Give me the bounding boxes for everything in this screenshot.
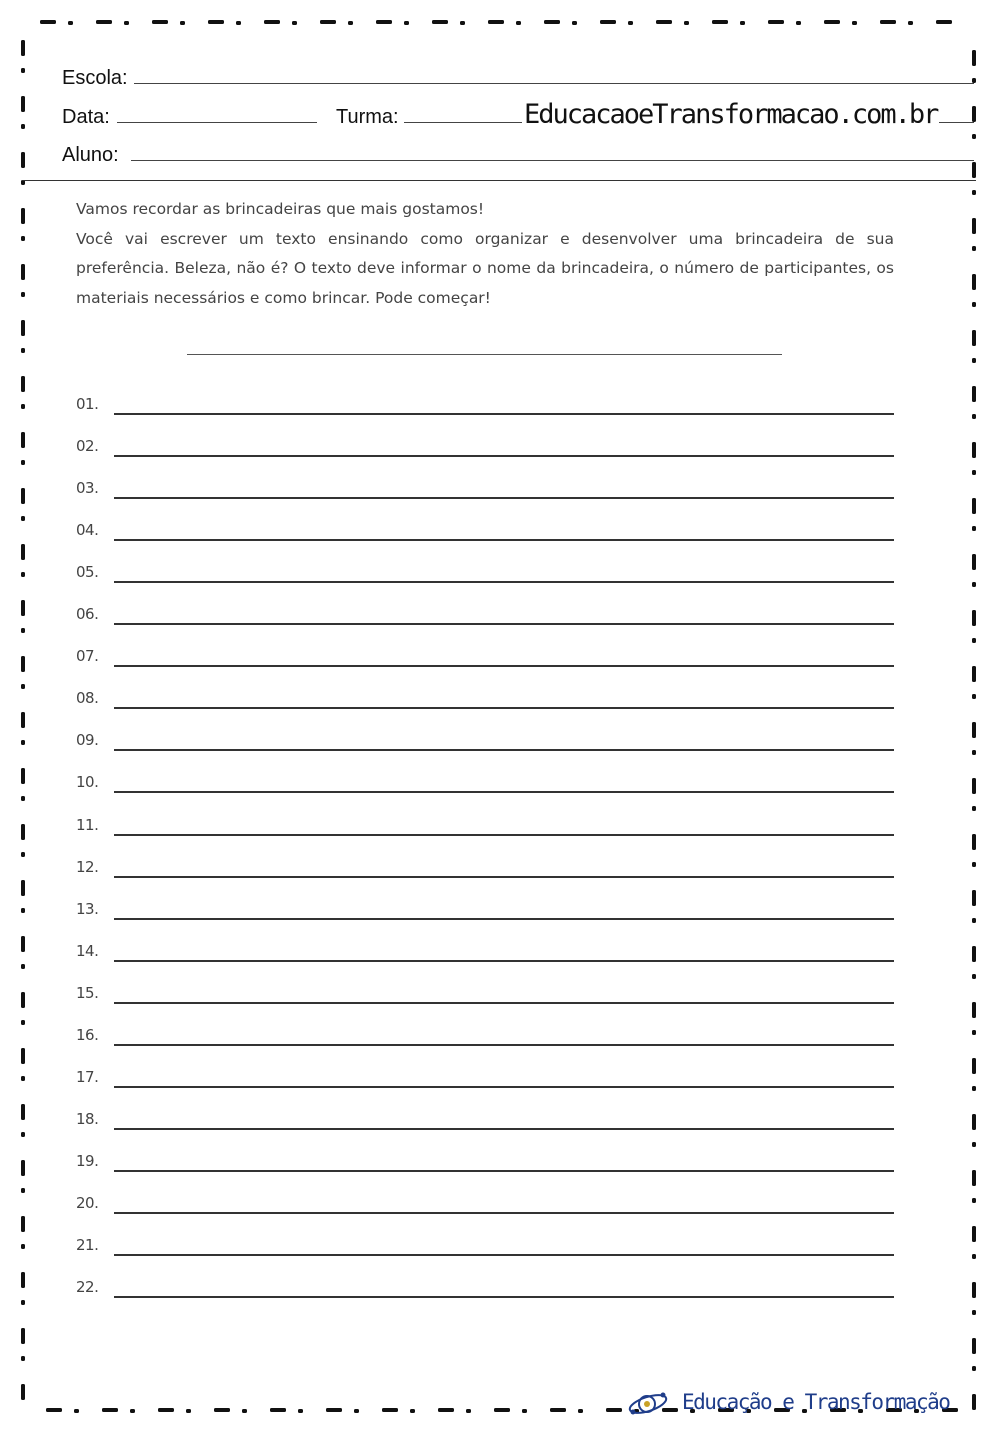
border-dash — [972, 218, 976, 234]
border-dash — [102, 1408, 118, 1412]
border-dash — [684, 21, 689, 25]
border-dash — [410, 1409, 415, 1413]
line-number: 08. — [76, 689, 99, 708]
border-dash — [628, 21, 633, 25]
border-dash — [21, 796, 25, 801]
border-dash — [432, 20, 448, 24]
line-number: 20. — [76, 1193, 99, 1212]
instructions — [76, 195, 894, 313]
border-dash — [21, 964, 25, 969]
border-dash — [21, 348, 25, 353]
writing-line[interactable] — [114, 1086, 894, 1088]
border-dash — [21, 656, 25, 672]
border-dash — [21, 684, 25, 689]
border-dash — [21, 1244, 25, 1249]
border-dash — [972, 442, 976, 458]
border-dash — [972, 722, 976, 738]
writing-line-row — [76, 1146, 894, 1170]
border-dash — [242, 1409, 247, 1413]
writing-line-row — [76, 473, 894, 497]
border-dash — [972, 1254, 976, 1259]
writing-line[interactable] — [114, 623, 894, 625]
border-dash — [488, 20, 504, 24]
title-line[interactable] — [187, 354, 782, 355]
line-number: 03. — [76, 479, 99, 498]
writing-line[interactable] — [114, 1254, 894, 1256]
border-dash — [21, 1216, 25, 1232]
border-dash — [824, 20, 840, 24]
border-dash — [320, 20, 336, 24]
border-dash — [972, 638, 976, 643]
writing-line-row — [76, 1020, 894, 1044]
border-dash — [880, 20, 896, 24]
writing-line[interactable] — [114, 455, 894, 457]
border-dash — [972, 1338, 976, 1354]
border-dash — [852, 21, 857, 25]
line-number: 18. — [76, 1109, 99, 1128]
border-dash — [972, 302, 976, 307]
border-dash — [404, 21, 409, 25]
border-dash — [972, 974, 976, 979]
writing-line[interactable] — [114, 1212, 894, 1214]
line-number: 10. — [76, 773, 99, 792]
writing-line[interactable] — [114, 581, 894, 583]
border-dash — [600, 20, 616, 24]
border-dash — [796, 21, 801, 25]
line-number: 16. — [76, 1025, 99, 1044]
border-dash — [460, 21, 465, 25]
border-dash — [972, 274, 976, 290]
line-number: 15. — [76, 983, 99, 1002]
border-dash — [21, 152, 25, 168]
writing-line-row — [76, 894, 894, 918]
border-dash — [972, 694, 976, 699]
border-dash — [972, 1366, 976, 1371]
border-dash — [348, 21, 353, 25]
border-dash — [908, 21, 913, 25]
border-dash — [21, 1328, 25, 1344]
planet-logo-icon — [628, 1385, 676, 1419]
writing-line-row — [76, 936, 894, 960]
writing-line-row — [76, 599, 894, 623]
writing-line[interactable] — [114, 497, 894, 499]
border-dash — [544, 20, 560, 24]
border-dash — [438, 1408, 454, 1412]
border-dash — [972, 946, 976, 962]
writing-line-row — [76, 431, 894, 455]
writing-line-row — [76, 725, 894, 749]
line-number: 21. — [76, 1236, 99, 1254]
border-dash — [21, 516, 25, 521]
border-dash — [68, 21, 73, 25]
writing-line-row — [76, 557, 894, 581]
border-dash — [21, 600, 25, 616]
border-dash — [96, 20, 112, 24]
border-dash — [298, 1409, 303, 1413]
border-dash — [21, 68, 25, 73]
border-dash — [606, 1408, 622, 1412]
student-label: Aluno: — [62, 144, 119, 166]
border-dash — [768, 20, 784, 24]
border-dash — [972, 750, 976, 755]
line-number: 04. — [76, 521, 99, 540]
writing-line-row — [76, 1188, 894, 1212]
student-field[interactable] — [131, 160, 974, 161]
border-dash — [972, 1198, 976, 1203]
border-dash — [21, 320, 25, 336]
border-dash — [21, 824, 25, 840]
border-dash — [972, 1002, 976, 1018]
border-dash — [972, 1282, 976, 1298]
border-dash — [972, 834, 976, 850]
border-dash — [740, 21, 745, 25]
border-dash — [354, 1409, 359, 1413]
border-dash — [21, 936, 25, 952]
writing-line-row — [76, 515, 894, 539]
brand-name: Educação e Transformação — [682, 1390, 950, 1414]
instruction-body: Você vai escrever um texto ensinando como organizar e desenvolver uma brincadeira de sua preferência. Beleza, não é? O texto deve informar o nome da brincadeira, o número de participantes, os materiais necessários e como brincar. Pode começar! — [76, 229, 894, 307]
border-dash — [972, 386, 976, 402]
border-dash — [972, 1394, 976, 1410]
border-dash — [972, 246, 976, 251]
writing-line[interactable] — [114, 791, 894, 793]
border-dash — [21, 992, 25, 1008]
border-dash — [21, 460, 25, 465]
border-dash — [152, 20, 168, 24]
border-dash — [21, 404, 25, 409]
border-dash — [21, 1300, 25, 1305]
border-dash — [972, 470, 976, 475]
border-dash — [972, 190, 976, 195]
border-dash — [326, 1408, 342, 1412]
header-separator — [22, 180, 976, 181]
border-dash — [936, 20, 952, 24]
border-dash — [578, 1409, 583, 1413]
school-field[interactable] — [134, 83, 974, 84]
border-dash — [21, 96, 25, 112]
border-dash — [264, 20, 280, 24]
line-number: 12. — [76, 857, 99, 876]
border-dash — [21, 1272, 25, 1288]
writing-line[interactable] — [114, 834, 894, 836]
border-dash — [21, 740, 25, 745]
writing-line[interactable] — [114, 749, 894, 751]
border-dash — [494, 1408, 510, 1412]
border-dash — [376, 20, 392, 24]
line-number: 05. — [76, 563, 99, 582]
border-dash — [972, 1030, 976, 1035]
border-dash — [21, 292, 25, 297]
border-dash — [466, 1409, 471, 1413]
writing-line[interactable] — [114, 1002, 894, 1004]
border-dash — [516, 21, 521, 25]
writing-line-row — [76, 683, 894, 707]
brand-logo — [628, 1384, 949, 1420]
border-dash — [236, 21, 241, 25]
writing-line[interactable] — [114, 1170, 894, 1172]
writing-line[interactable] — [114, 707, 894, 709]
border-dash — [21, 880, 25, 896]
border-dash — [21, 264, 25, 280]
border-dash — [972, 162, 976, 178]
writing-line-row — [76, 852, 894, 876]
border-dash — [972, 1086, 976, 1091]
site-watermark: EducacaoeTransformacao.com.br — [524, 99, 938, 130]
writing-line[interactable] — [114, 1296, 894, 1298]
border-dash — [46, 1408, 62, 1412]
writing-line-row — [76, 1230, 894, 1254]
border-dash — [21, 908, 25, 913]
border-dash — [270, 1408, 286, 1412]
border-dash — [21, 1104, 25, 1120]
border-dash — [572, 21, 577, 25]
border-dash — [972, 554, 976, 570]
border-dash — [21, 1132, 25, 1137]
border-dash — [21, 1384, 25, 1400]
border-dash — [972, 918, 976, 923]
border-dash — [972, 498, 976, 514]
border-dash — [972, 134, 976, 139]
line-number: 02. — [76, 437, 99, 456]
border-dash — [74, 1409, 79, 1413]
writing-line-row — [76, 978, 894, 1002]
writing-line[interactable] — [114, 918, 894, 920]
line-number: 19. — [76, 1151, 99, 1170]
line-number: 14. — [76, 941, 99, 960]
border-dash — [40, 20, 56, 24]
border-dash — [972, 1058, 976, 1074]
writing-line-row — [76, 1272, 894, 1296]
border-dash — [21, 544, 25, 560]
border-dash — [21, 432, 25, 448]
border-dash — [972, 414, 976, 419]
writing-line[interactable] — [114, 1128, 894, 1130]
border-dash — [972, 890, 976, 906]
writing-line-row — [76, 389, 894, 413]
border-dash — [21, 1160, 25, 1176]
border-dash — [972, 106, 976, 122]
border-dash — [972, 582, 976, 587]
border-dash — [214, 1408, 230, 1412]
border-dash — [550, 1408, 566, 1412]
line-number: 06. — [76, 605, 99, 624]
border-dash — [656, 20, 672, 24]
class-label: Turma: — [336, 106, 399, 128]
border-dash — [186, 1409, 191, 1413]
border-dash — [972, 50, 976, 66]
border-dash — [972, 778, 976, 794]
writing-line-row — [76, 1104, 894, 1128]
border-dash — [208, 20, 224, 24]
border-dash — [712, 20, 728, 24]
border-dash — [21, 376, 25, 392]
border-dash — [522, 1409, 527, 1413]
line-number: 22. — [76, 1278, 99, 1297]
border-dash — [21, 1020, 25, 1025]
border-dash — [382, 1408, 398, 1412]
date-field[interactable] — [117, 122, 317, 123]
border-dash — [972, 610, 976, 626]
writing-line[interactable] — [114, 876, 894, 878]
line-number: 01. — [76, 395, 99, 413]
line-number: 07. — [76, 647, 99, 666]
border-dash — [124, 21, 129, 25]
writing-line[interactable] — [114, 665, 894, 667]
border-dash — [21, 208, 25, 224]
line-number: 09. — [76, 731, 99, 750]
border-dash — [21, 236, 25, 241]
writing-line[interactable] — [114, 960, 894, 962]
border-dash — [972, 1310, 976, 1315]
border-dash — [180, 21, 185, 25]
border-dash — [21, 40, 25, 56]
line-number: 13. — [76, 899, 99, 918]
border-dash — [21, 1048, 25, 1064]
writing-line[interactable] — [114, 413, 894, 415]
border-dash — [21, 1076, 25, 1081]
border-dash — [21, 124, 25, 129]
border-dash — [972, 526, 976, 531]
border-dash — [972, 1114, 976, 1130]
border-dash — [21, 1356, 25, 1361]
border-dash — [972, 1226, 976, 1242]
border-dash — [292, 21, 297, 25]
border-dash — [21, 1188, 25, 1193]
border-dash — [21, 712, 25, 728]
border-dash — [21, 628, 25, 633]
border-dash — [972, 358, 976, 363]
border-dash — [21, 768, 25, 784]
writing-line-row — [76, 1062, 894, 1086]
border-dash — [130, 1409, 135, 1413]
border-dash — [158, 1408, 174, 1412]
date-label: Data: — [62, 106, 110, 128]
border-dash — [972, 1170, 976, 1186]
border-dash — [972, 1142, 976, 1147]
border-dash — [21, 852, 25, 857]
writing-line[interactable] — [114, 1044, 894, 1046]
border-dash — [972, 330, 976, 346]
writing-line-row — [76, 641, 894, 665]
border-dash — [21, 488, 25, 504]
instruction-intro: Vamos recordar as brincadeiras que mais gostamos! — [76, 200, 485, 218]
border-dash — [972, 806, 976, 811]
writing-line-row — [76, 810, 894, 834]
writing-line-row — [76, 767, 894, 791]
border-dash — [972, 666, 976, 682]
school-label: Escola: — [62, 67, 128, 89]
border-dash — [21, 572, 25, 577]
border-dash — [972, 862, 976, 867]
writing-line[interactable] — [114, 539, 894, 541]
line-number: 17. — [76, 1067, 99, 1086]
line-number: 11. — [76, 815, 99, 834]
